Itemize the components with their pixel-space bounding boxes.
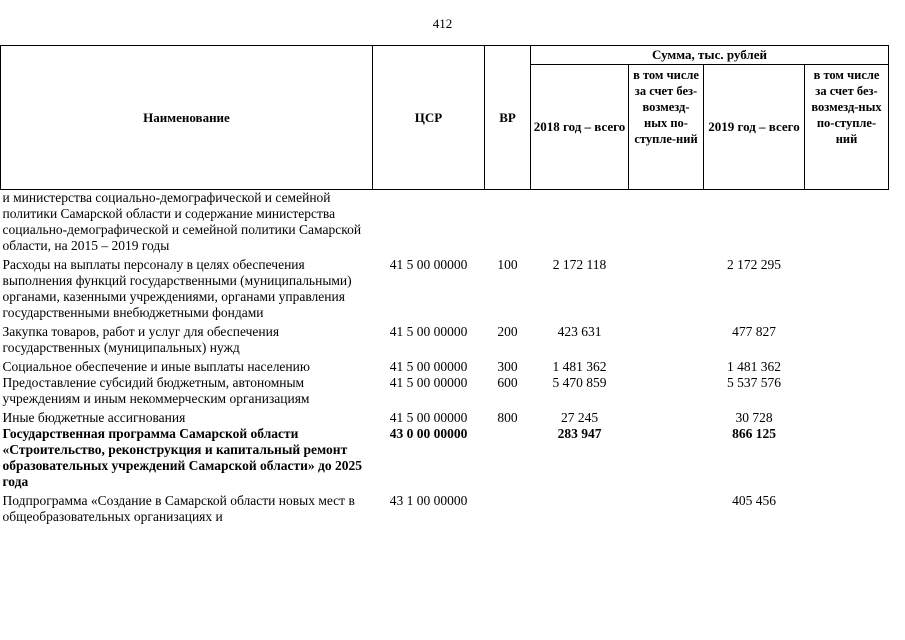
row-2018-free	[629, 257, 704, 321]
row-2018-total	[531, 190, 629, 255]
header-2019-total: 2019 год – всего	[704, 65, 805, 190]
row-2019-total: 5 537 576	[727, 375, 781, 390]
row-name: Подпрограмма «Создание в Самарской области новых мест в общеобразовательных организациях и	[2, 493, 355, 524]
row-csr: 43 0 00 00000	[389, 426, 468, 441]
table-row	[1, 190, 889, 255]
row-2019-free	[805, 426, 889, 490]
table-header	[1, 46, 889, 190]
row-2018-total: 2 172 118	[552, 257, 607, 272]
row-2019-free	[805, 410, 889, 426]
row-csr: 41 5 00 00000	[389, 257, 468, 272]
row-2019-total: 477 827	[732, 324, 776, 339]
row-2018-total: 283 947	[557, 426, 602, 441]
row-2018-free	[629, 410, 704, 426]
header-csr: ЦСР	[373, 46, 485, 190]
table-row	[1, 493, 889, 525]
table-row	[1, 359, 889, 375]
row-csr: 43 1 00 00000	[389, 493, 468, 508]
table-row	[1, 257, 889, 321]
row-vr	[485, 190, 531, 255]
row-2019-total: 1 481 362	[727, 359, 781, 374]
row-2018-total: 27 245	[560, 410, 599, 425]
row-2019-total	[704, 190, 805, 255]
row-2018-total: 5 470 859	[552, 375, 607, 390]
row-2019-free	[805, 190, 889, 255]
table-row	[1, 324, 889, 356]
header-2018-free: в том числе за счет без-возмезд-ных по-ступле-ний	[629, 65, 704, 190]
row-2018-free	[629, 324, 704, 356]
row-name: Закупка товаров, работ и услуг для обеспечения государственных (муниципальных) нужд	[2, 324, 280, 355]
row-2019-total: 30 728	[735, 410, 773, 425]
header-name: Наименование	[1, 46, 373, 190]
header-vr: ВР	[485, 46, 531, 190]
row-csr: 41 5 00 00000	[389, 375, 468, 390]
header-2019-free: в том числе за счет без-возмезд-ных по-ступле-ний	[805, 65, 889, 190]
row-vr: 200	[497, 324, 518, 339]
row-2018-total: 1 481 362	[552, 359, 607, 374]
row-2019-free	[805, 324, 889, 356]
row-csr	[373, 190, 485, 255]
row-2019-free	[805, 257, 889, 321]
row-vr	[485, 426, 531, 490]
row-2018-free	[629, 493, 704, 525]
table-row	[1, 410, 889, 426]
row-2018-free	[629, 359, 704, 375]
row-vr	[485, 493, 531, 525]
row-csr: 41 5 00 00000	[389, 410, 468, 425]
row-name: Предоставление субсидий бюджетным, автономным учреждениям и иным некоммерческим организациям	[2, 375, 310, 406]
row-name: Иные бюджетные ассигнования	[2, 410, 186, 425]
row-vr: 600	[497, 375, 518, 390]
row-name: Государственная программа Самарской области «Строительство, реконструкция и капитальный ремонт образовательных учреждений Самарской области» до 2025 года	[2, 426, 362, 489]
budget-table	[0, 45, 889, 525]
row-2019-free	[805, 375, 889, 407]
row-2018-free	[629, 426, 704, 490]
row-vr: 800	[497, 410, 518, 425]
row-2019-total: 866 125	[732, 426, 776, 441]
row-2018-total: 423 631	[557, 324, 602, 339]
row-vr: 300	[497, 359, 518, 374]
row-vr: 100	[497, 257, 518, 272]
table-body	[1, 190, 889, 526]
header-sum-group: Сумма, тыс. рублей	[531, 46, 889, 65]
page-number: 412	[432, 16, 453, 31]
table-row-program	[1, 426, 889, 490]
row-2019-total: 2 172 295	[727, 257, 781, 272]
row-2018-free	[629, 190, 704, 255]
row-2018-free	[629, 375, 704, 407]
header-2018-total: 2018 год – всего	[531, 65, 629, 190]
table-row	[1, 375, 889, 407]
row-2019-total: 405 456	[732, 493, 776, 508]
row-name: Расходы на выплаты персоналу в целях обеспечения выполнения функций государственными (муниципальными) органами, казенными учреждениями, органами управления государственными внебюджетными фондами	[2, 257, 352, 320]
row-csr: 41 5 00 00000	[389, 359, 468, 374]
row-2019-free	[805, 359, 889, 375]
row-name: и министерства социально-демографической и семейной политики Самарской области и содержание министерства социально-демографической и семейной политики Самарской области, на 2015 – 2019 годы	[2, 190, 362, 253]
row-2019-free	[805, 493, 889, 525]
row-csr: 41 5 00 00000	[389, 324, 468, 339]
row-name: Социальное обеспечение и иные выплаты населению	[2, 359, 310, 374]
row-2018-total	[531, 493, 629, 525]
